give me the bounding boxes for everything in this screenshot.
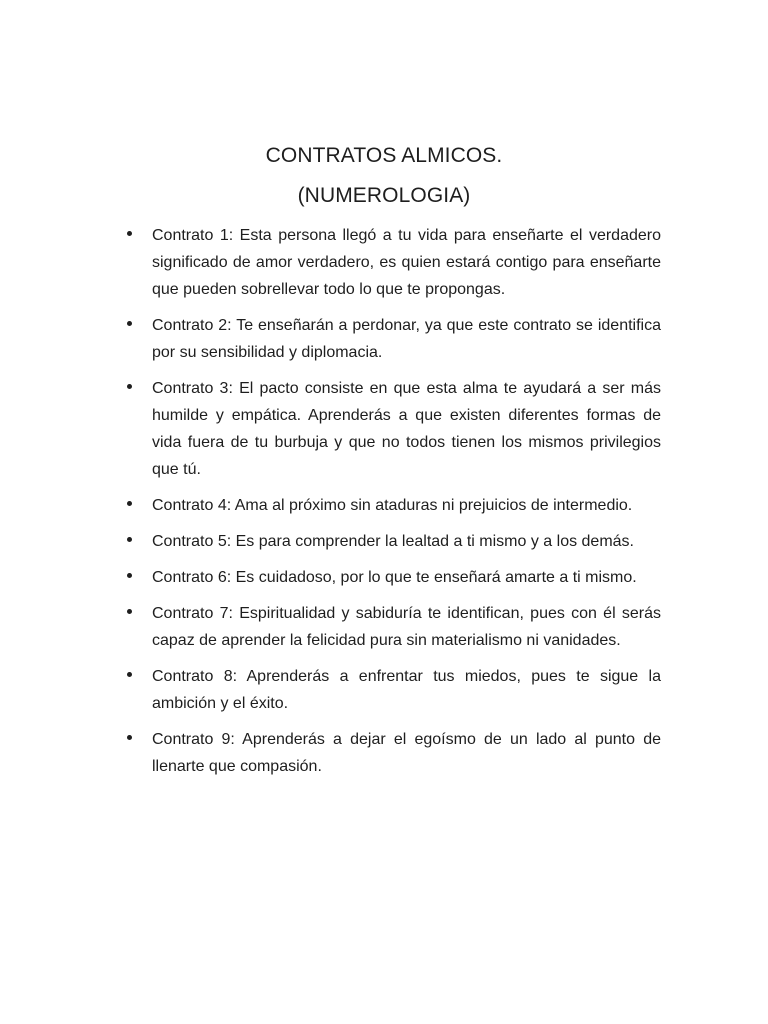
bullet-icon — [127, 384, 132, 389]
list-item-text: Contrato 2: Te enseñarán a perdonar, ya que este contrato se identifica por su sensibilidad y diplomacia. — [152, 317, 661, 361]
bullet-icon — [127, 321, 132, 326]
list-item-text: Contrato 8: Aprenderás a enfrentar tus miedos, pues te sigue la ambición y el éxito. — [152, 668, 661, 712]
bullet-icon — [127, 537, 132, 542]
list-item — [0, 564, 768, 591]
bullet-icon — [127, 231, 132, 236]
bullet-icon — [127, 501, 132, 506]
list-item-text: Contrato 5: Es para comprender la lealtad a ti mismo y a los demás. — [152, 533, 634, 550]
list-item — [0, 492, 768, 519]
list-item-text: Contrato 3: El pacto consiste en que esta alma te ayudará a ser más humilde y empática. Aprenderás a que existen diferentes formas de vida fuera de tu burbuja y que no todos tienen los mismos privilegios que tú. — [152, 380, 661, 478]
list-item — [0, 726, 768, 780]
bullet-icon — [127, 609, 132, 614]
bullet-icon — [127, 573, 132, 578]
list-item-text: Contrato 9: Aprenderás a dejar el egoísmo de un lado al punto de llenarte que compasión. — [152, 731, 661, 775]
list-item — [0, 222, 768, 303]
bullet-icon — [127, 735, 132, 740]
document-title: CONTRATOS ALMICOS. — [265, 144, 503, 167]
bullet-icon — [127, 672, 132, 677]
list-item — [0, 600, 768, 654]
contracts-list — [0, 222, 768, 789]
list-item — [0, 528, 768, 555]
document-subtitle: (NUMEROLOGIA) — [297, 184, 471, 207]
list-item-text: Contrato 1: Esta persona llegó a tu vida para enseñarte el verdadero significado de amor verdadero, es quien estará contigo para enseñarte que pueden sobrellevar todo lo que te propongas. — [152, 227, 661, 298]
list-item — [0, 312, 768, 366]
list-item-text: Contrato 7: Espiritualidad y sabiduría te identifican, pues con él serás capaz de aprender la felicidad pura sin materialismo ni vanidades. — [152, 605, 661, 649]
list-item — [0, 663, 768, 717]
list-item — [0, 375, 768, 483]
list-item-text: Contrato 4: Ama al próximo sin ataduras ni prejuicios de intermedio. — [152, 497, 633, 514]
list-item-text: Contrato 6: Es cuidadoso, por lo que te enseñará amarte a ti mismo. — [152, 569, 637, 586]
